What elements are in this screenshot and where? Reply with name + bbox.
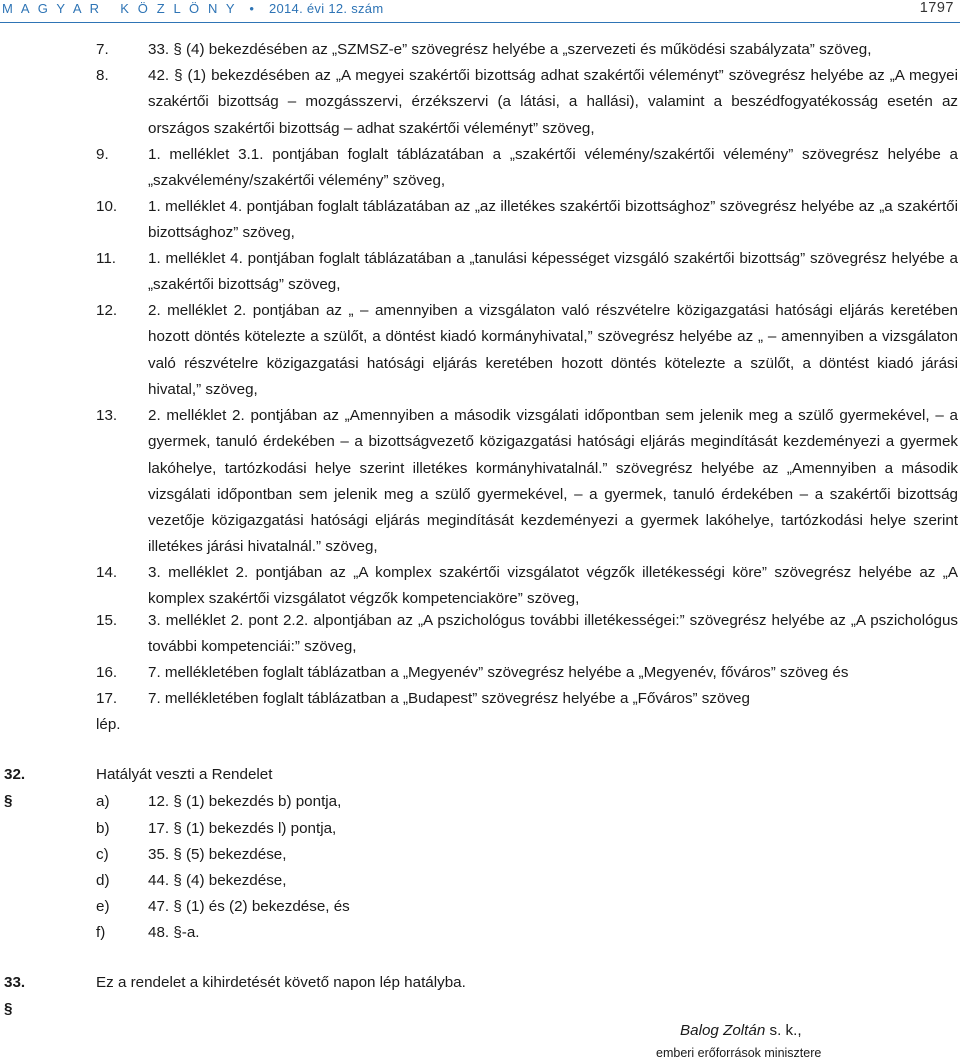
list-item [96, 63, 958, 142]
sub-item-text: 47. § (1) és (2) bekezdése, és [148, 898, 350, 915]
item-text: 1. melléklet 4. pontjában foglalt táblázatában a „tanulási képességet vizsgáló szakértői bizottság” szövegrész helyébe a „szakértői bizottság” szöveg, [148, 250, 958, 294]
section-number: 32. § [4, 766, 26, 809]
issue-date: 2014. évi 12. szám [268, 1, 384, 16]
list-item [96, 298, 958, 403]
sub-item-label: f) [96, 924, 106, 941]
sub-item-label: b) [96, 820, 110, 837]
item-text: 1. melléklet 3.1. pontjában foglalt táblázatában a „szakértői vélemény/szakértői vélemény” szövegrész helyébe a „szakvélemény/szakértői vélemény” szöveg, [148, 146, 958, 190]
page-number: 1797 [919, 0, 954, 16]
item-text: 33. § (4) bekezdésében az „SZMSZ-e” szövegrész helyébe a „szervezeti és működési szabályzata” szöveg, [148, 41, 872, 58]
sub-item-label: d) [96, 872, 110, 889]
list-item [96, 608, 958, 661]
list-item [96, 560, 958, 613]
sub-item-text: 48. §-a. [148, 924, 200, 941]
item-number: 15. [96, 612, 118, 629]
item-text: 3. melléklet 2. pontjában az „A komplex szakértői vizsgálatot végzők illetékességi köre” szövegrész helyébe az „A komplex szakértői vizsgálatot végzők kompetenciaköre” szöveg, [148, 564, 958, 608]
list-item [96, 142, 958, 195]
section-text: Hatályát veszti a Rendelet [96, 766, 273, 783]
item-number: 9. [96, 146, 109, 163]
item-text: 2. melléklet 2. pontjában az „ – amennyiben a vizsgálaton való részvételre közigazgatási hatósági eljárás keretében hozott döntés kötelezte a szülőt, a döntést kiadó kormányhivatal,” szövegrész helyébe az „ – amennyiben a vizsgálaton való részvételre közigazgatási hatósági eljárás keretében hozott döntés kötelezte a szülőt, a döntést kiadó járási hivatal,” szöveg, [148, 302, 958, 398]
sub-item-label: a) [96, 793, 110, 810]
signatory-suffix: s. k., [765, 1022, 802, 1039]
section-text: Ez a rendelet a kihirdetését követő napon lép hatályba. [96, 974, 466, 991]
list-item [96, 686, 958, 712]
item-text: 2. melléklet 2. pontjában az „Amennyiben a második vizsgálati időpontban sem jelenik meg a szülő gyermekével, – a gyermek, tanuló érdekében – a bizottságvezető közigazgatási hatósági eljárás megindítását kezdeményezi a gyermek lakóhelye, tartózkodási helye szerint illetékes kormányhivatalnál.” szövegrész helyébe az „Amennyiben a második vizsgálati időpontban sem jelenik meg a szülő gyermekével, – a gyermek, tanuló érdekében – a szakértői bizottság vezetője közigazgatási hatósági eljárás megindítását kezdeményezi a gyermek lakóhelye, tartózkodási helye szerint illetékes járási hivatalnál.” szöveg, [148, 407, 958, 556]
journal-name: M A G Y A R K Ö Z L Ö N Y • [2, 1, 269, 16]
list-item [96, 37, 958, 63]
sub-item-text: 35. § (5) bekezdése, [148, 846, 287, 863]
list-item [96, 403, 958, 561]
section-number: 33. § [4, 974, 26, 1017]
list-item [96, 660, 958, 686]
signature [680, 1022, 802, 1039]
item-text: 3. melléklet 2. pont 2.2. alpontjában az „A pszichológus további illetékességei:” szövegrész helyébe az „A pszichológus további kompetenciái:” szöveg, [148, 612, 958, 656]
sub-item-text: 44. § (4) bekezdése, [148, 872, 287, 889]
item-text: 1. melléklet 4. pontjában foglalt táblázatában az „az illetékes szakértői bizottsághoz” szövegrész helyébe az „a szakértői bizottsághoz” szöveg, [148, 198, 958, 242]
list-item [96, 246, 958, 299]
sub-item-label: c) [96, 846, 109, 863]
sub-item-text: 12. § (1) bekezdés b) pontja, [148, 793, 342, 810]
item-text: 42. § (1) bekezdésében az „A megyei szakértői bizottság adhat szakértői véleményt” szövegrész helyébe az „A megyei szakértői bizottság – mozgásszervi, érzékszervi (a látási, a hallási), valamint a beszédfogyatékosság esetén az országos szakértői bizottság – adhat szakértői véleményt” szöveg, [148, 67, 958, 137]
signatory-role: emberi erőforrások minisztere [656, 1046, 822, 1060]
sub-item-text: 17. § (1) bekezdés l) pontja, [148, 820, 337, 837]
item-number: 11. [96, 250, 116, 267]
signatory-name: Balog Zoltán [680, 1022, 766, 1039]
page-header [0, 0, 960, 23]
list-item [96, 194, 958, 247]
sub-item-label: e) [96, 898, 110, 915]
item-number: 16. [96, 664, 118, 681]
item-number: 8. [96, 67, 109, 84]
item-text: 7. mellékletében foglalt táblázatban a „Megyenév” szövegrész helyébe a „Megyenév, főváros” szöveg és [148, 664, 849, 681]
item-number: 17. [96, 690, 118, 707]
item-number: 13. [96, 407, 118, 424]
item-number: 14. [96, 564, 118, 581]
item-number: 12. [96, 302, 118, 319]
journal-title [2, 1, 383, 16]
item-number: 10. [96, 198, 118, 215]
item-number: lép. [96, 716, 121, 733]
item-text: 7. mellékletében foglalt táblázatban a „Budapest” szövegrész helyébe a „Főváros” szöveg [148, 690, 750, 707]
item-number: 7. [96, 41, 109, 58]
